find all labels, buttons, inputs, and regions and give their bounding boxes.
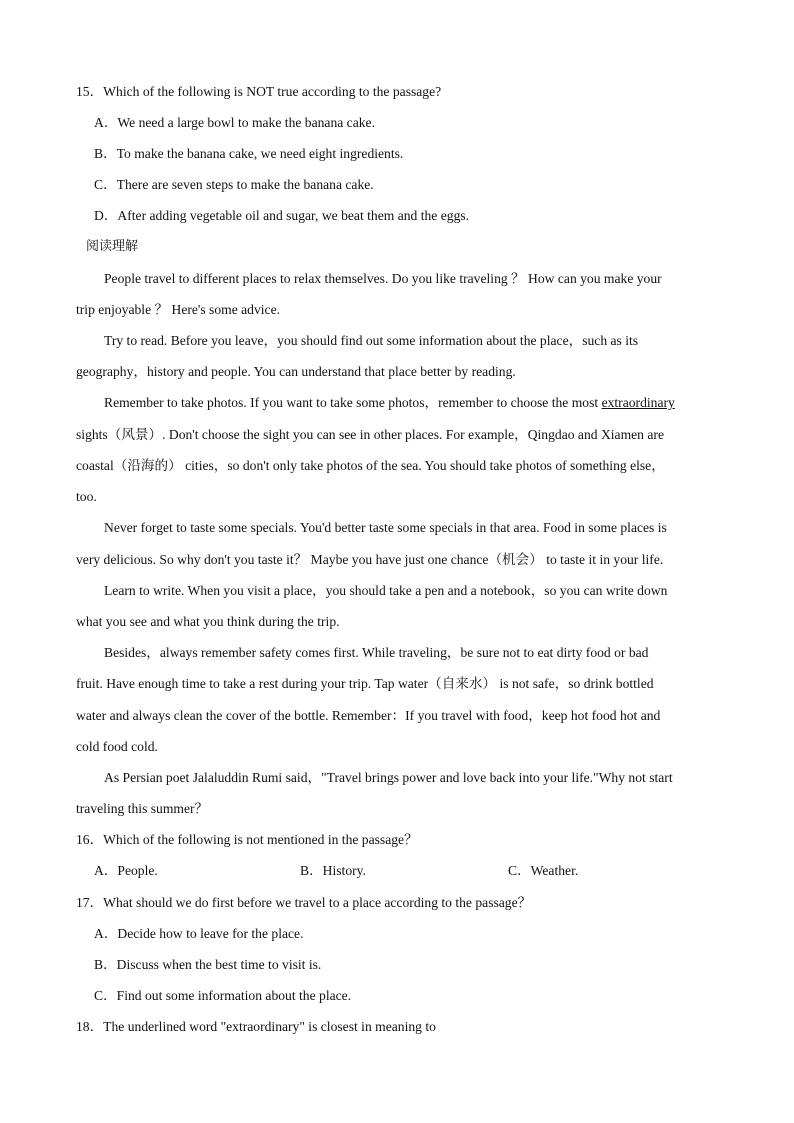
question-16-option-a: A．People. — [94, 863, 158, 878]
passage-line — [104, 394, 675, 412]
passage-line: coastal（沿海的） cities，so don't only take photos of the sea. You should take photos of something else， — [76, 458, 665, 473]
passage-line: what you see and what you think during the trip. — [76, 614, 340, 629]
question-17-stem: 17．What should we do first before we travel to a place according to the passage？ — [76, 895, 532, 910]
section-title: 阅读理解 — [86, 239, 139, 254]
passage-line: geography，history and people. You can understand that place better by reading. — [76, 364, 516, 379]
underlined-word: extraordinary — [601, 395, 675, 410]
passage-line: People travel to different places to relax themselves. Do you like traveling ？ How can you make your — [104, 271, 662, 286]
passage-line: Try to read. Before you leave，you should find out some information about the place，such as its — [104, 333, 639, 348]
passage-line: Never forget to taste some specials. You'd better taste some specials in that area. Food in some places is — [104, 520, 667, 535]
passage-line: fruit. Have enough time to take a rest during your trip. Tap water（自来水） is not safe，so drink bottled — [76, 676, 654, 691]
passage-line: trip enjoyable ？ Here's some advice. — [76, 302, 281, 317]
passage-line: Learn to write. When you visit a place，you should take a pen and a notebook，so you can write down — [104, 583, 668, 598]
passage-text: Remember to take photos. If you want to take some photos，remember to choose the most — [104, 395, 602, 410]
passage-line: too. — [76, 489, 97, 504]
question-15-option-a: A．We need a large bowl to make the banana cake. — [94, 115, 375, 130]
question-15-option-b: B．To make the banana cake, we need eight ingredients. — [94, 146, 404, 161]
passage-line: Besides，always remember safety comes first. While traveling，be sure not to eat dirty food or bad — [104, 645, 649, 660]
passage-line: cold food cold. — [76, 739, 158, 754]
passage-line: traveling this summer？ — [76, 801, 209, 816]
question-17-option-b: B．Discuss when the best time to visit is. — [94, 957, 322, 972]
question-15-stem: 15．Which of the following is NOT true according to the passage? — [76, 84, 442, 99]
passage-line: water and always clean the cover of the bottle. Remember：If you travel with food，keep hot food hot and — [76, 708, 661, 723]
question-17-option-c: C．Find out some information about the place. — [94, 988, 352, 1003]
passage-line: very delicious. So why don't you taste it？ Maybe you have just one chance（机会） to taste it in your life. — [76, 552, 664, 567]
passage-line: sights（风景）. Don't choose the sight you can see in other places. For example，Qingdao and Xiamen are — [76, 427, 664, 442]
question-17-option-a: A．Decide how to leave for the place. — [94, 926, 304, 941]
question-16-option-b: B．History. — [300, 863, 366, 878]
question-15-option-c: C．There are seven steps to make the banana cake. — [94, 177, 374, 192]
question-16-stem: 16．Which of the following is not mentioned in the passage？ — [76, 832, 418, 847]
question-16-option-c: C．Weather. — [508, 863, 579, 878]
question-15-option-d: D．After adding vegetable oil and sugar, we beat them and the eggs. — [94, 208, 470, 223]
question-18-stem: 18．The underlined word "extraordinary" is closest in meaning to — [76, 1019, 436, 1034]
passage-line: As Persian poet Jalaluddin Rumi said，"Travel brings power and love back into your life."Why not start — [104, 770, 673, 785]
